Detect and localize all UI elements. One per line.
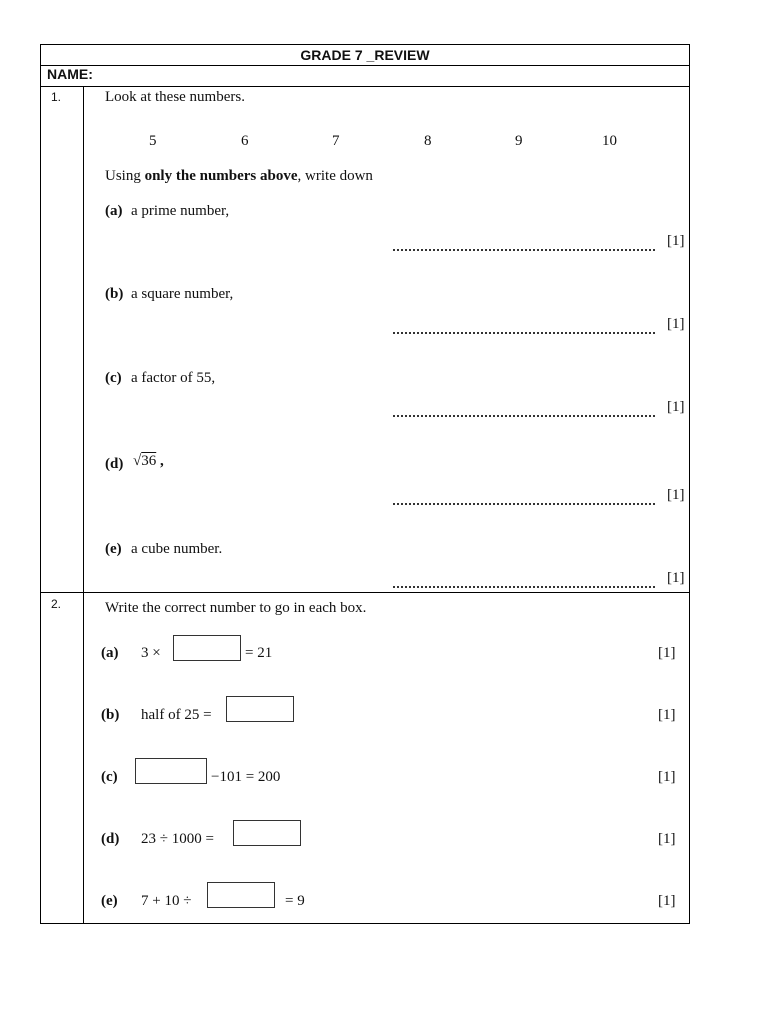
question-2-number: 2. bbox=[51, 597, 62, 611]
q1c-text: a factor of 55, bbox=[131, 370, 216, 386]
q2e-after: = 9 bbox=[285, 893, 305, 909]
q1e-answer-line[interactable] bbox=[393, 586, 655, 588]
q2e-mark: [1] bbox=[658, 893, 676, 909]
q2e-label: (e) bbox=[101, 893, 118, 909]
name-row bbox=[41, 65, 689, 87]
worksheet-title: GRADE 7 _REVIEW bbox=[41, 45, 689, 66]
q1e-label: (e) bbox=[105, 541, 122, 557]
q1d-square-root: √36 , bbox=[133, 453, 164, 469]
q1b-answer-line[interactable] bbox=[393, 332, 655, 334]
q2a-label: (a) bbox=[101, 645, 119, 661]
q2-intro: Write the correct number to go in each box. bbox=[105, 600, 367, 616]
q1-instruction-bold: only the numbers above bbox=[144, 168, 298, 184]
q1-number-3: 7 bbox=[332, 133, 340, 149]
q1d-label: (d) bbox=[105, 456, 124, 472]
q1d-suffix: , bbox=[156, 453, 164, 469]
q1c-mark: [1] bbox=[667, 399, 685, 415]
q2b-answer-box[interactable] bbox=[226, 696, 294, 722]
q1b-label: (b) bbox=[105, 286, 124, 302]
question-number-column-divider bbox=[83, 86, 84, 923]
q1b-text: a square number, bbox=[131, 286, 234, 302]
q1-number-6: 10 bbox=[602, 133, 617, 149]
q1-instruction-pre: Using bbox=[105, 168, 145, 184]
q1-number-1: 5 bbox=[149, 133, 157, 149]
q1e-text: a cube number. bbox=[131, 541, 223, 557]
q1a-answer-line[interactable] bbox=[393, 249, 655, 251]
worksheet bbox=[40, 44, 690, 924]
q2b-label: (b) bbox=[101, 707, 120, 723]
q1c-label: (c) bbox=[105, 370, 122, 386]
q1d-radicand: 36 bbox=[141, 453, 157, 469]
q1c-answer-line[interactable] bbox=[393, 415, 655, 417]
q1d-answer-line[interactable] bbox=[393, 503, 655, 505]
q1-number-5: 9 bbox=[515, 133, 523, 149]
q2b-mark: [1] bbox=[658, 707, 676, 723]
q1-instruction-post: , write down bbox=[297, 168, 373, 184]
q2a-answer-box[interactable] bbox=[173, 635, 241, 661]
q2d-answer-box[interactable] bbox=[233, 820, 301, 846]
q2c-mark: [1] bbox=[658, 769, 676, 785]
q1d-mark: [1] bbox=[667, 487, 685, 503]
q1a-mark: [1] bbox=[667, 233, 685, 249]
q2b-before: half of 25 = bbox=[141, 707, 212, 723]
q2d-label: (d) bbox=[101, 831, 120, 847]
q2d-mark: [1] bbox=[658, 831, 676, 847]
q2c-after: −101 = 200 bbox=[211, 769, 281, 785]
name-label: NAME: bbox=[47, 66, 93, 82]
question-divider bbox=[41, 592, 689, 593]
q1b-mark: [1] bbox=[667, 316, 685, 332]
q1-intro: Look at these numbers. bbox=[105, 89, 245, 105]
q2c-label: (c) bbox=[101, 769, 118, 785]
q1-number-4: 8 bbox=[424, 133, 432, 149]
q2a-mark: [1] bbox=[658, 645, 676, 661]
q2d-before: 23 ÷ 1000 = bbox=[141, 831, 214, 847]
question-1-number: 1. bbox=[51, 90, 62, 104]
q1-instruction bbox=[105, 168, 373, 185]
q1a-text: a prime number, bbox=[131, 203, 230, 219]
q2c-answer-box[interactable] bbox=[135, 758, 207, 784]
q2e-answer-box[interactable] bbox=[207, 882, 275, 908]
q2a-before: 3 × bbox=[141, 645, 161, 661]
q2a-after: = 21 bbox=[245, 645, 273, 661]
q1a-label: (a) bbox=[105, 203, 123, 219]
q1e-mark: [1] bbox=[667, 570, 685, 586]
q1-number-2: 6 bbox=[241, 133, 249, 149]
q2e-before: 7 + 10 ÷ bbox=[141, 893, 192, 909]
